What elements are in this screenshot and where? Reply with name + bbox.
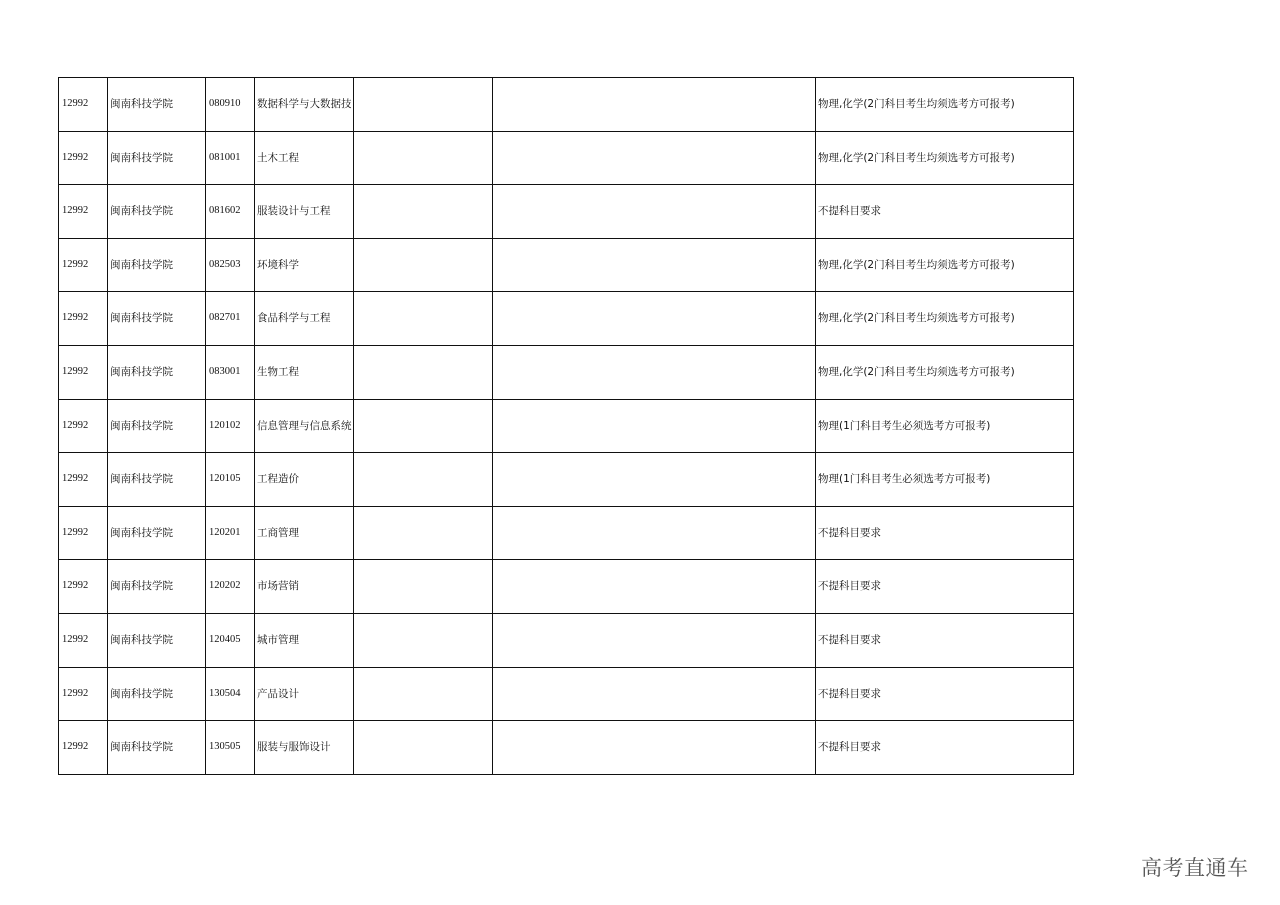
blank-cell-6 [493, 238, 816, 292]
blank-cell-5 [354, 667, 493, 721]
subject-requirement-cell: 不提科目要求 [816, 613, 1074, 667]
subject-requirement-cell: 不提科目要求 [816, 667, 1074, 721]
major-code-cell: 080910 [206, 78, 255, 132]
school-name-cell: 闽南科技学院 [108, 292, 206, 346]
blank-cell-5 [354, 560, 493, 614]
blank-cell-5 [354, 399, 493, 453]
major-name-cell: 数据科学与大数据技 [255, 78, 354, 132]
subject-requirement-cell: 不提科目要求 [816, 185, 1074, 239]
subject-requirement-cell: 物理,化学(2门科目考生均须选考方可报考) [816, 238, 1074, 292]
major-code-cell: 081001 [206, 131, 255, 185]
major-name-cell: 土木工程 [255, 131, 354, 185]
school-name-cell: 闽南科技学院 [108, 453, 206, 507]
school-code-cell: 12992 [59, 78, 108, 132]
major-code-cell: 082701 [206, 292, 255, 346]
major-name-cell: 环境科学 [255, 238, 354, 292]
school-code-cell: 12992 [59, 613, 108, 667]
table-row [59, 185, 1074, 239]
school-name-cell: 闽南科技学院 [108, 78, 206, 132]
blank-cell-6 [493, 399, 816, 453]
major-name-cell: 信息管理与信息系统 [255, 399, 354, 453]
school-name-cell: 闽南科技学院 [108, 185, 206, 239]
major-name-cell: 产品设计 [255, 667, 354, 721]
blank-cell-5 [354, 292, 493, 346]
blank-cell-6 [493, 560, 816, 614]
school-code-cell: 12992 [59, 721, 108, 775]
school-code-cell: 12992 [59, 345, 108, 399]
major-code-cell: 130505 [206, 721, 255, 775]
watermark-text: 高考直通车 [1141, 856, 1249, 880]
blank-cell-5 [354, 131, 493, 185]
subject-requirement-cell: 不提科目要求 [816, 721, 1074, 775]
table-row [59, 131, 1074, 185]
subject-requirement-cell: 不提科目要求 [816, 560, 1074, 614]
school-code-cell: 12992 [59, 453, 108, 507]
blank-cell-5 [354, 721, 493, 775]
major-name-cell: 服装与服饰设计 [255, 721, 354, 775]
major-name-cell: 生物工程 [255, 345, 354, 399]
major-name-cell: 工程造价 [255, 453, 354, 507]
school-name-cell: 闽南科技学院 [108, 399, 206, 453]
subject-requirement-cell: 物理(1门科目考生必须选考方可报考) [816, 399, 1074, 453]
blank-cell-5 [354, 185, 493, 239]
blank-cell-6 [493, 185, 816, 239]
school-name-cell: 闽南科技学院 [108, 721, 206, 775]
school-code-cell: 12992 [59, 667, 108, 721]
blank-cell-6 [493, 506, 816, 560]
table-row [59, 453, 1074, 507]
table-row [59, 667, 1074, 721]
school-name-cell: 闽南科技学院 [108, 238, 206, 292]
school-name-cell: 闽南科技学院 [108, 131, 206, 185]
table-row [59, 292, 1074, 346]
subject-requirement-cell: 物理,化学(2门科目考生均须选考方可报考) [816, 131, 1074, 185]
major-name-cell: 服装设计与工程 [255, 185, 354, 239]
table-body [59, 78, 1074, 775]
blank-cell-5 [354, 506, 493, 560]
school-code-cell: 12992 [59, 185, 108, 239]
major-code-cell: 082503 [206, 238, 255, 292]
blank-cell-6 [493, 345, 816, 399]
table-row [59, 613, 1074, 667]
table-row [59, 721, 1074, 775]
major-code-cell: 081602 [206, 185, 255, 239]
blank-cell-5 [354, 613, 493, 667]
blank-cell-6 [493, 721, 816, 775]
table-row [59, 238, 1074, 292]
major-name-cell: 市场营销 [255, 560, 354, 614]
table-row [59, 560, 1074, 614]
major-code-cell: 120405 [206, 613, 255, 667]
school-name-cell: 闽南科技学院 [108, 613, 206, 667]
blank-cell-5 [354, 78, 493, 132]
blank-cell-6 [493, 613, 816, 667]
school-code-cell: 12992 [59, 292, 108, 346]
major-code-cell: 120105 [206, 453, 255, 507]
school-name-cell: 闽南科技学院 [108, 560, 206, 614]
major-code-cell: 130504 [206, 667, 255, 721]
table-row [59, 399, 1074, 453]
blank-cell-5 [354, 453, 493, 507]
blank-cell-6 [493, 667, 816, 721]
blank-cell-5 [354, 345, 493, 399]
blank-cell-6 [493, 78, 816, 132]
school-code-cell: 12992 [59, 238, 108, 292]
major-code-cell: 120102 [206, 399, 255, 453]
major-name-cell: 城市管理 [255, 613, 354, 667]
major-name-cell: 工商管理 [255, 506, 354, 560]
subject-requirement-cell: 物理,化学(2门科目考生均须选考方可报考) [816, 292, 1074, 346]
school-code-cell: 12992 [59, 131, 108, 185]
table-row [59, 506, 1074, 560]
school-code-cell: 12992 [59, 506, 108, 560]
school-code-cell: 12992 [59, 399, 108, 453]
school-name-cell: 闽南科技学院 [108, 667, 206, 721]
major-code-cell: 120202 [206, 560, 255, 614]
school-name-cell: 闽南科技学院 [108, 345, 206, 399]
subject-requirement-cell: 不提科目要求 [816, 506, 1074, 560]
subject-requirement-cell: 物理,化学(2门科目考生均须选考方可报考) [816, 78, 1074, 132]
blank-cell-6 [493, 131, 816, 185]
blank-cell-6 [493, 292, 816, 346]
table-row [59, 345, 1074, 399]
major-name-cell: 食品科学与工程 [255, 292, 354, 346]
school-code-cell: 12992 [59, 560, 108, 614]
subject-requirement-cell: 物理,化学(2门科目考生均须选考方可报考) [816, 345, 1074, 399]
blank-cell-5 [354, 238, 493, 292]
major-code-cell: 083001 [206, 345, 255, 399]
school-name-cell: 闽南科技学院 [108, 506, 206, 560]
blank-cell-6 [493, 453, 816, 507]
major-requirements-table [58, 77, 1074, 775]
major-code-cell: 120201 [206, 506, 255, 560]
subject-requirement-cell: 物理(1门科目考生必须选考方可报考) [816, 453, 1074, 507]
table-row [59, 78, 1074, 132]
